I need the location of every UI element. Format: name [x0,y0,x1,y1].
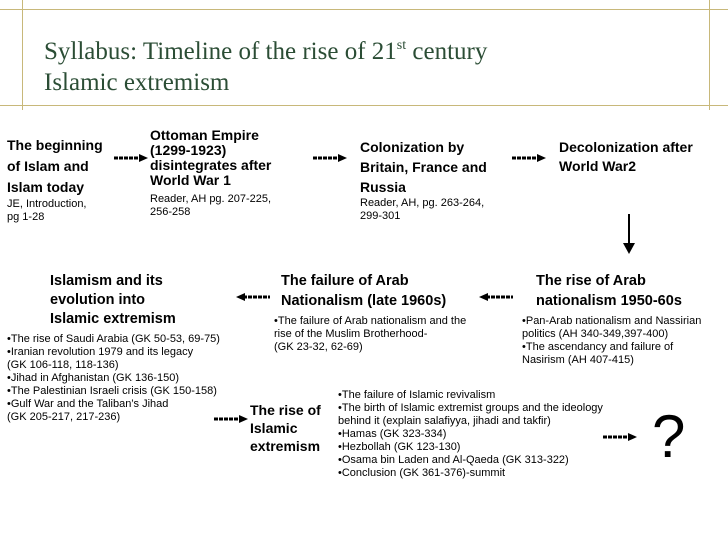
heading-line: Islamism and its [50,273,163,289]
heading-line: The rise of [250,402,321,418]
arrow-right-icon [511,152,547,164]
heading-line: disintegrates after [150,157,272,173]
box-colonization [360,137,520,223]
heading-line: The rise of Arab [536,273,646,289]
heading-line: The beginning [7,137,103,153]
heading-line: Ottoman Empire [150,127,259,143]
list-item: •The birth of Islamic extremist groups and the ideology [338,402,603,414]
heading-line: World War2 [559,158,637,174]
arrow-right-icon [312,152,348,164]
box-rise-nationalism [536,271,726,311]
list-item: •Iranian revolution 1979 and its legacy [7,346,194,358]
list-item: •Hamas (GK 323-334) [338,428,447,440]
arrow-right-icon [213,413,249,425]
heading-line: Nationalism (late 1960s) [281,293,447,309]
box-failure-nationalism [281,271,491,311]
list-item: (GK 205-217, 217-236) [7,411,121,423]
heading-line: evolution into [50,292,146,308]
list-rise-extremism [338,389,638,480]
list-item: (GK 106-118, 118-136) [7,359,119,371]
list-item: •The rise of Saudi Arabia (GK 50-53, 69-75) [7,333,220,345]
list-item: •The Palestinian Israeli crisis (GK 150-158) [7,385,217,397]
list-item: Nasirism (AH 407-415) [522,354,634,366]
heading-line: Decolonization after [559,139,693,155]
heading-line: The failure of Arab [281,273,409,289]
list-item: •The failure of Islamic revivalism [338,389,496,401]
left-rule [22,0,23,110]
heading-line: Islamic extremism [50,311,176,327]
list-rise-nationalism [522,315,726,367]
list-item: •Gulf War and the Taliban’s Jihad [7,398,169,410]
list-item: •Conclusion (GK 361-376)-summit [338,467,506,479]
heading-line: Islam today [7,179,85,195]
list-item: •Osama bin Laden and Al-Qaeda (GK 313-322) [338,454,569,466]
list-item: politics (AH 340-349,397-400) [522,328,669,340]
title-line1-end: century [406,38,488,65]
page-title [44,36,694,98]
heading-line: World War 1 [150,172,231,188]
list-islamism [7,333,242,424]
box-islamism [50,272,210,329]
heading-line: of Islam and [7,158,89,174]
arrow-right-icon [602,431,638,443]
arrow-left-icon [235,291,271,303]
ref-line: JE, Introduction, [7,198,87,210]
list-failure-nationalism [274,315,504,354]
list-item: •The ascendancy and failure of [522,341,674,353]
list-item: behind it (explain salafiyya, jihadi and takfir) [338,415,551,427]
box-rise-extremism [250,401,335,455]
heading-line: (1299-1923) [150,142,227,158]
heading-line: Britain, France and [360,159,487,175]
arrow-down-icon [622,213,636,255]
list-item: rise of the Muslim Brotherhood- [274,328,428,340]
arrow-left-icon [478,291,514,303]
heading-line: Islamic [250,420,298,436]
ref-line: Reader, AH, pg. 263-264, [360,197,485,209]
arrow-right-icon [113,152,149,164]
list-item: •The failure of Arab nationalism and the [274,315,467,327]
title-line2: Islamic extremism [44,69,230,96]
top-rule [0,9,728,10]
ref-line: 299-301 [360,210,401,222]
heading-line: extremism [250,438,321,454]
box-beginning [7,135,117,224]
list-item: •Jihad in Afghanistan (GK 136-150) [7,372,180,384]
box-ottoman [150,128,305,219]
ref-line: 256-258 [150,206,191,218]
title-superscript: st [396,38,407,53]
ref-line: Reader, AH pg. 207-225, [150,193,272,205]
list-item: (GK 23-32, 62-69) [274,341,363,353]
heading-line: Colonization by [360,139,465,155]
heading-line: nationalism 1950-60s [536,293,682,309]
question-mark: ? [652,403,686,470]
right-rule [709,0,710,110]
list-item: •Pan-Arab nationalism and Nassirian [522,315,702,327]
heading-line: Russia [360,179,406,195]
list-item: •Hezbollah (GK 123-130) [338,441,461,453]
title-underline [0,105,728,106]
title-line1: Syllabus: Timeline of the rise of 21 [44,38,397,65]
box-decolonization [559,138,724,176]
ref-line: pg 1-28 [7,211,45,223]
